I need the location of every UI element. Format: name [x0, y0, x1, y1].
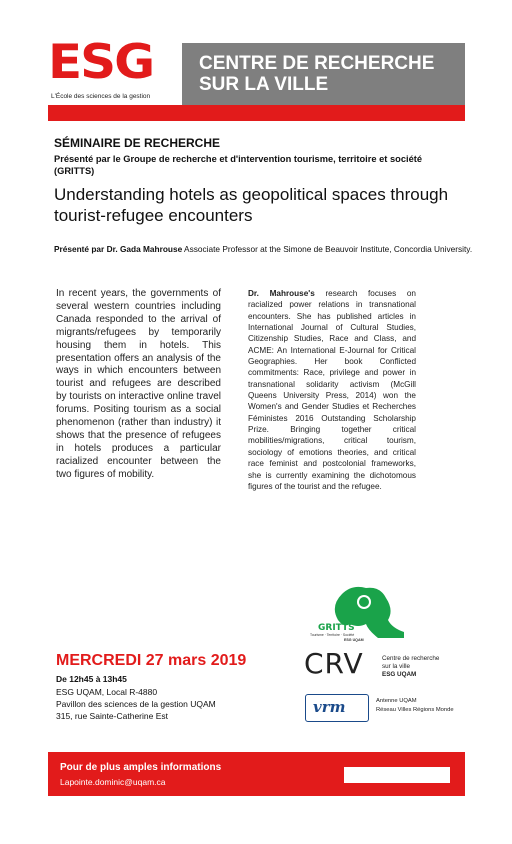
- crv-logo-text: [382, 655, 439, 679]
- venue-line: 315, rue Sainte-Catherine Est: [56, 711, 168, 721]
- speaker-affiliation: Associate Professor at the Simone de Beauvoir Institute, Concordia University.: [182, 244, 473, 254]
- header-title-line1: CENTRE DE RECHERCHE: [199, 53, 435, 74]
- bio-text: research focuses on racialized power relations in transnational encounters. She has published articles in International Journal of Cultural Studies, Citizenship Studies, Race and Class, and ACME: An International E-Journal for Critical Geographies. Her book Conflicted commitments: Race, privilege and power in transnational solidarity activism (McGill Queens University Press, 2014) won the Women's and Gender Studies et Recherches Féministes 2016 Outstanding Scholarship Prize. Bringing together critical mobilities/migrations, critical tourism, sociology of emotions theories, and critical race feminist and postcolonial frameworks, she is currently examining the dichotomous figures of the tourist and the refugee.: [248, 289, 416, 491]
- crv-logo-mark: CRV: [304, 647, 364, 680]
- crv-line3: ESG UQAM: [382, 671, 417, 678]
- esg-logo-text: ESG: [48, 34, 154, 90]
- abstract-text: In recent years, the governments of several western countries including Canada responded to the arrival of migrants/refugees by temporarily housing them in hotels. This presentation offers an analysis of the ways in which encounters between tourist and refugees are described by tourists on interactive online travel forums. Positing tourism as a social phenomenon (rather than industry) it shows that the presence of refugees in hotels produces a particular racialized encounter between the two figures of mobility.: [56, 288, 221, 480]
- gritts-org: ESG UQAM: [344, 638, 364, 642]
- event-time: De 12h45 à 13h45: [56, 674, 127, 684]
- header-title-line2: SUR LA VILLE: [199, 74, 329, 95]
- venue-line: Pavillon des sciences de la gestion UQAM: [56, 699, 216, 709]
- speaker-name: Présenté par Dr. Gada Mahrouse: [54, 244, 183, 254]
- seminar-title: Understanding hotels as geopolitical spaces through tourist-refugee encounters: [54, 185, 449, 225]
- event-venue: [56, 686, 216, 722]
- footer-blank-box: [344, 767, 450, 783]
- vrm-line1: Antenne UQAM: [376, 698, 417, 704]
- gritts-emblem-icon: [308, 580, 410, 642]
- footer-bar: [48, 752, 465, 796]
- esg-logo-subtitle: L'École des sciences de la gestion: [51, 93, 151, 100]
- event-date: MERCREDI 27 mars 2019: [56, 652, 247, 669]
- gritts-logo: [308, 580, 410, 642]
- vrm-logo-mark: vrm: [313, 698, 346, 716]
- header-title: [199, 53, 434, 95]
- bio-name: Dr. Mahrouse's: [248, 289, 315, 298]
- vrm-logo-text: [376, 697, 454, 715]
- header-banner: [182, 43, 465, 105]
- vrm-logo: [305, 694, 369, 722]
- crv-line1: Centre de recherche: [382, 655, 440, 662]
- presented-by-group: Présenté par le Groupe de recherche et d'intervention tourisme, territoire et société (GRITTS): [54, 154, 423, 176]
- gritts-subtitle: Tourisme · Territoire · Société: [310, 633, 355, 637]
- vrm-line2: Réseau Villes Régions Monde: [376, 707, 454, 713]
- header-red-bar: [48, 105, 465, 121]
- crv-line2: sur la ville: [382, 663, 410, 670]
- gritts-name: GRITTS: [318, 623, 355, 633]
- footer-email-link[interactable]: Lapointe.dominic@uqam.ca: [60, 777, 166, 787]
- venue-line: ESG UQAM, Local R-4880: [56, 687, 158, 697]
- esg-logo: [48, 34, 173, 104]
- speaker-info: [54, 243, 474, 256]
- footer-title: Pour de plus amples informations: [60, 762, 222, 773]
- seminar-label: SÉMINAIRE DE RECHERCHE: [54, 136, 221, 150]
- speaker-bio: [248, 288, 416, 492]
